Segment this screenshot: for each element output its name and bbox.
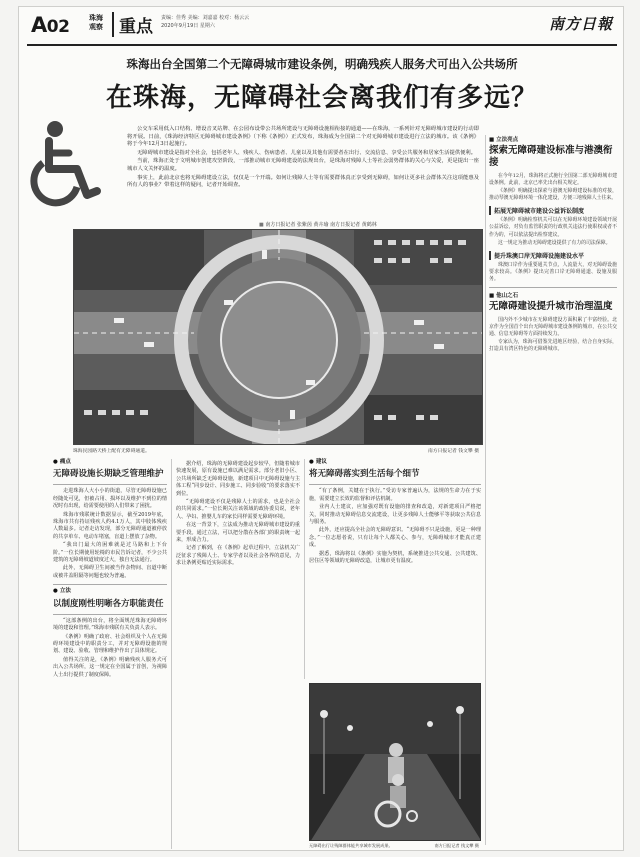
sidebar-subtitle: 提升珠澳口岸无障碍设施建设水平 xyxy=(489,251,617,260)
column-rule xyxy=(171,459,172,849)
paragraph: 此外，还应提高全社会的无障碍意识。“无障碍不只是设施，更是一种理念。”一位志愿者说，只有让每个人都关心、参与，无障碍城市才能真正建成。 xyxy=(309,527,481,549)
subheadline: 珠海出台全国第二个无障碍城市建设条例，明确残疾人服务犬可出入公共场所 xyxy=(126,57,518,71)
paragraph: “我出门最大的困难就是过马路和上下台阶。”一位长期使用轮椅的市民告诉记者，不少公共建筑的无障碍坡道坡度过大，独自无法通行。 xyxy=(53,542,167,564)
page-number xyxy=(31,13,69,37)
column-suggestions xyxy=(309,459,481,566)
divider xyxy=(309,484,481,485)
divider xyxy=(53,584,167,585)
paragraph: 在这一背景下，立法成为推动无障碍城市建设的重要手段。通过立法，可以把分散在各部门的职责统一起来，形成合力。 xyxy=(176,522,300,544)
byline: ■ 南方日报记者 张紫茵 黄卉瑜 南方日报记者 黄鹤林 xyxy=(259,221,377,228)
paragraph: 这一规定为推动无障碍建设提供了有力的司法保障。 xyxy=(498,239,611,246)
roundabout-illustration xyxy=(74,230,483,445)
sidebar-text xyxy=(489,262,617,283)
editor-credits: 责编：佳秀 美编：刘嘉嘉 校对：杨云云 xyxy=(161,15,250,21)
paragraph: “这部条例的出台，将全面规范珠海无障碍环境的建设和管理。”珠海市残联有关负责人表示。 xyxy=(53,617,167,632)
lead-paragraph: 无障碍城市建设是指对全社会，包括老年人、残疾人、伤病患者、儿童以及其他有需要者在出行、交流信息、享受公共服务和居家生活提供便利。 xyxy=(137,149,477,156)
divider xyxy=(489,287,617,288)
paragraph: 据悉，珠海将以《条例》实施为契机，系统推进公共交通、公共建筑、居住区等领域的无障碍改造，让城市更有温度。 xyxy=(309,550,481,565)
page-num: 02 xyxy=(46,17,70,37)
lead-paragraph: 当前，珠海正处于文明城市创建攻坚阶段，一部推动城市无障碍建设的法规出台，是珠海对残障人士等社会弱势群体的关心与关爱，更是提出一座城市人文关怀的温度。 xyxy=(127,158,479,172)
photo2-caption-text: 无障碍出行让残障群体能共享城市发展成果。 xyxy=(309,843,393,848)
page-letter: A xyxy=(31,13,47,37)
lead-paragraphs xyxy=(127,126,479,191)
paragraph: 值得关注的是，《条例》明确残疾人服务犬可出入公共场所，这一规定在全国属于首创，为视障人士出行提供了制度保障。 xyxy=(53,656,167,678)
newspaper-logo: 南方日報 xyxy=(548,15,613,33)
paragraph: “有了条例，关键在于执行。”受访专家普遍认为，法规的生命力在于实施，需要建立长效的监督和评估机制。 xyxy=(309,488,481,502)
newspaper-page xyxy=(18,6,624,851)
paragraph: 珠海市残联统计数据显示，截至2019年底，珠海市共有持证残疾人约4.1万人，其中肢体残疾人数最多。记者走访发现，部分无障碍通道被停放的共享单车、电动车堵塞，盲道上摆放了杂物。 xyxy=(53,511,167,540)
paragraph: 据介绍，珠海的无障碍建设起步较早，但随着城市快速发展，原有设施已难以满足需求。部分老旧小区、公共场所缺乏无障碍设施，新建项目中无障碍设施与主体工程“同步设计、同步施工、同步验收”的要求落实不到位。 xyxy=(176,461,300,497)
section-title: 无障碍设施长期缺乏管理维护 xyxy=(53,469,164,480)
sidebar-text xyxy=(489,173,617,202)
paragraph: 珠澳口岸作为重要通关节点，人流量大，对无障碍设施要求较高。《条例》提出完善口岸无障碍通道、设施及服务。 xyxy=(489,261,617,282)
column-rule xyxy=(304,459,305,679)
column-rule xyxy=(485,135,486,845)
photo2-credit: 南方日报记者 钱文攀 摄 xyxy=(434,843,479,848)
paragraph: “无障碍建设不仅是残障人士的需求，也是全社会的共同需求。”一位长期关注该领域的政协委员说，老年人、孕妇、推婴儿车的家长同样需要无障碍环境。 xyxy=(176,499,300,520)
photo-caption xyxy=(73,447,483,454)
section-tag: ● 痛点 xyxy=(53,459,71,466)
paragraph: 在今年12月，珠海将正式施行全国第二部无障碍城市建设条例。此前，北京已率先出台相关规定。 xyxy=(489,173,617,187)
paragraph: 专家认为，珠海可借鉴先进地区经验，结合自身实际，打造具有湾区特色的无障碍城市。 xyxy=(489,339,617,353)
photo2-caption xyxy=(309,843,481,849)
sidebar-subtitle: 拓展无障碍城市建设公益诉讼制度 xyxy=(489,206,617,215)
wheelchair-icon xyxy=(29,117,117,209)
paragraph: 业内人士建议，应加强对既有设施的排查和改造，对新建项目严格把关，同时推动无障碍信息交流建设，让更多残障人士能够平等获取公共信息与服务。 xyxy=(309,504,481,526)
sidebar-column xyxy=(489,135,617,355)
roundabout-aerial-photo xyxy=(73,229,483,445)
column-pain-points xyxy=(53,459,167,680)
photo-caption-text: 珠海民园路天桥上配有无障碍通道。 xyxy=(73,449,150,454)
sidebar-text xyxy=(489,317,617,353)
sidebar-tag: ■ 立法亮点 xyxy=(489,135,617,143)
paragraph: 《条例》明确提出探索与港澳无障碍建设标准的对接，推动琴澳无障碍环境一体化建设，方便三地残障人士往来。 xyxy=(489,188,617,202)
column-body-2 xyxy=(176,461,300,569)
paragraph: 记者了解到，在《条例》起草过程中，立法机关广泛征求了残障人士、专家学者以及社会各界的意见，力求让条例更贴近实际需求。 xyxy=(176,545,300,567)
paragraph: 走进珠海人大小小的街道，尽管无障碍设施已经随处可见，但被占用、损坏以及维护不到位的情况时有出现，给需要使用的人们带来了困扰。 xyxy=(53,488,167,510)
sidebar-tag: ■ 他山之石 xyxy=(489,291,617,299)
issue-date: 2020年9月19日 星期六 xyxy=(161,23,215,29)
sidebar-text xyxy=(489,217,617,246)
section-title: 将无障碍落实到生活每个细节 xyxy=(309,469,420,480)
paragraph: 国内外不少城市在无障碍建设方面积累了丰富经验。北京作为全国首个出台无障碍城市建设条例的城市，在公共交通、信息无障碍等方面持续发力。 xyxy=(489,317,617,338)
masthead-meta xyxy=(161,14,249,30)
section-title: 重点 xyxy=(112,12,153,37)
section-tag: ● 立法 xyxy=(53,588,71,595)
paragraph: 《条例》明确了政府、社会组织及个人在无障碍环境建设中的职责分工，并对无障碍设施的规划、建设、验收、管理和维护作出了具体规定。 xyxy=(53,633,167,655)
photo-credit: 南方日报记者 钱文攀 摄 xyxy=(427,449,479,454)
wheelchair-street-photo xyxy=(309,683,481,841)
lead-paragraph: 公交车采用低入口结构、增设音叉站牌、在公园布设带公共场所建设与无障碍设施相衔接的通道——在珠海，一系列针对无障碍城市建设的行动即将开展。日前，《珠海经济特区无障碍城市建设条例》（下称《条例》）正式发布，珠海成为全国第二个对无障碍城市建设进行立法的城市。该《条例》将于今年12月3日起施行。 xyxy=(127,126,479,148)
divider xyxy=(53,484,167,485)
sidebar-title: 无障碍建设提升城市治理温度 xyxy=(489,301,613,313)
section-title: 以制度刚性明晰各方职能责任 xyxy=(53,598,164,609)
paragraph: 《条例》明确检察机关可以在无障碍环境建设领域开展公益诉讼，对负有监管职责的行政机关违法行使职权或者不作为的，可以依法提出检察建议。 xyxy=(489,217,617,238)
paragraph: 此外，无障碍卫生间被当作杂物间、盲道中断或被井盖阻隔等问题也较为普遍。 xyxy=(53,565,167,579)
divider xyxy=(53,614,167,615)
street-illustration xyxy=(310,684,481,841)
masthead-rule xyxy=(27,44,617,46)
zone-label: 珠海观察 xyxy=(89,14,103,31)
sidebar-title: 探索无障碍建设标准与港澳衔接 xyxy=(489,145,613,168)
headline: 在珠海，无障碍社会离我们有多远？ xyxy=(105,83,538,113)
lead-paragraph: 事实上，此前北京也将无障碍建设立法，仅仅是一个开端。如何让残障人士等有需要群体真正享受到无障碍，如何让更多社会群体关注这项能惠及所有人的事业？带着这样的疑问，记者开始调查。 xyxy=(127,174,479,189)
masthead xyxy=(19,7,625,45)
section-tag: ● 建议 xyxy=(309,459,327,466)
